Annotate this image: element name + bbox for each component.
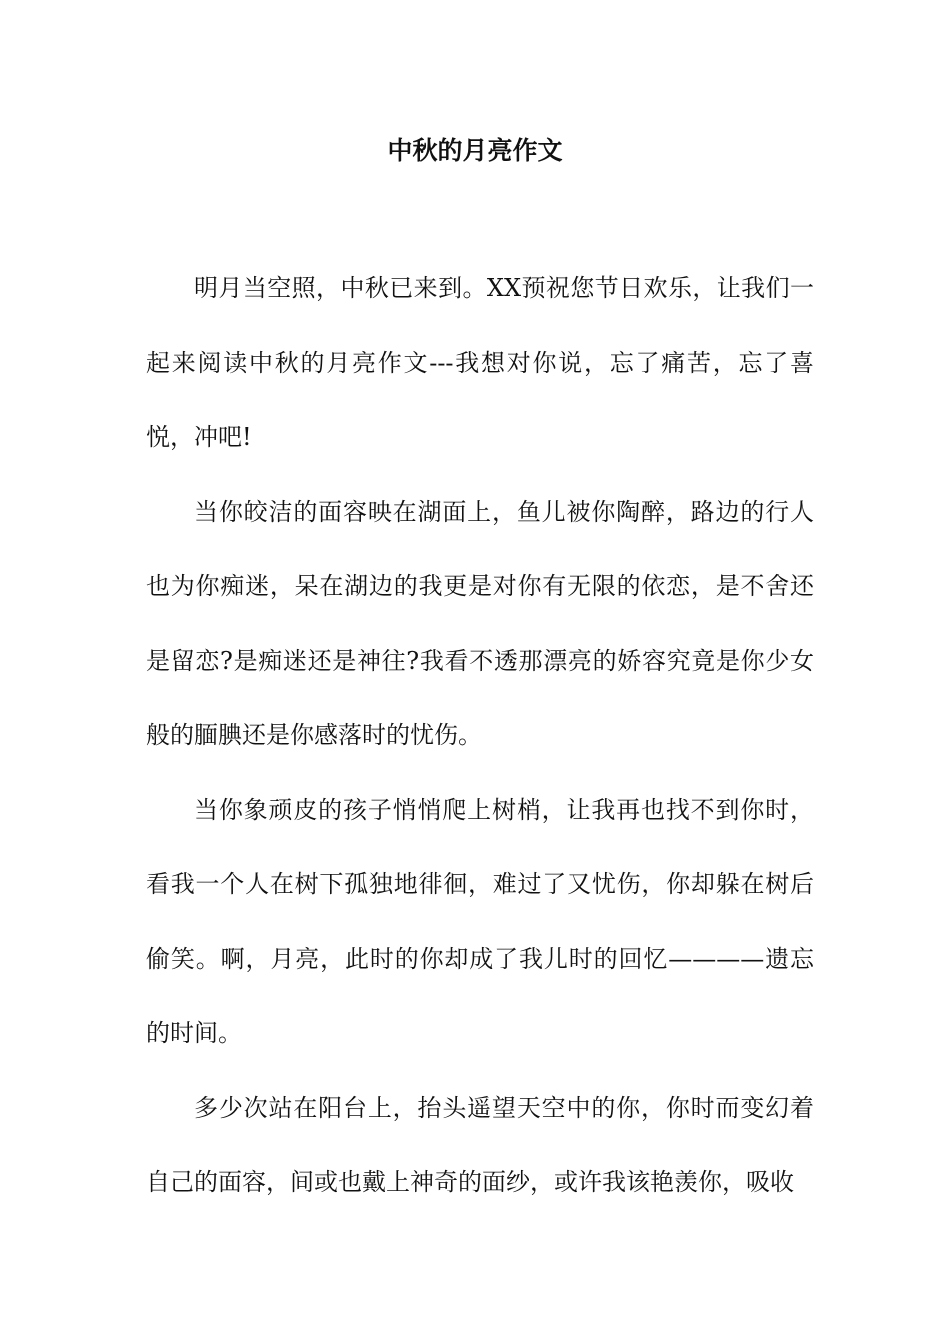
- paragraph-intro: 明月当空照，中秋已来到。XX预祝您节日欢乐，让我们一起来阅读中秋的月亮作文---我想对你说，忘了痛苦，忘了喜悦，冲吧!: [146, 274, 814, 451]
- document-title: 中秋的月亮作文: [387, 136, 563, 165]
- paragraph-treetop: 当你象顽皮的孩子悄悄爬上树梢，让我再也找不到你时，看我一个人在树下孤独地徘徊，难过了又忧伤，你却躲在树后偷笑。啊，月亮，此时的你却成了我儿时的回忆————遗忘的时间。: [146, 795, 814, 1047]
- paragraph-lake: 当你皎洁的面容映在湖面上，鱼儿被你陶醉，路边的行人也为你痴迷，呆在湖边的我更是对你有无限的依恋，是不舍还是留恋?是痴迷还是神往?我看不透那漂亮的娇容究竟是你少女般的腼腆还是你感落时的忧伤。: [146, 497, 814, 749]
- document-body: [146, 251, 814, 1220]
- paragraph-balcony: 多少次站在阳台上，抬头遥望天空中的你，你时而变幻着自己的面容，间或也戴上神奇的面纱，或许我该艳羡你，吸收: [146, 1093, 814, 1196]
